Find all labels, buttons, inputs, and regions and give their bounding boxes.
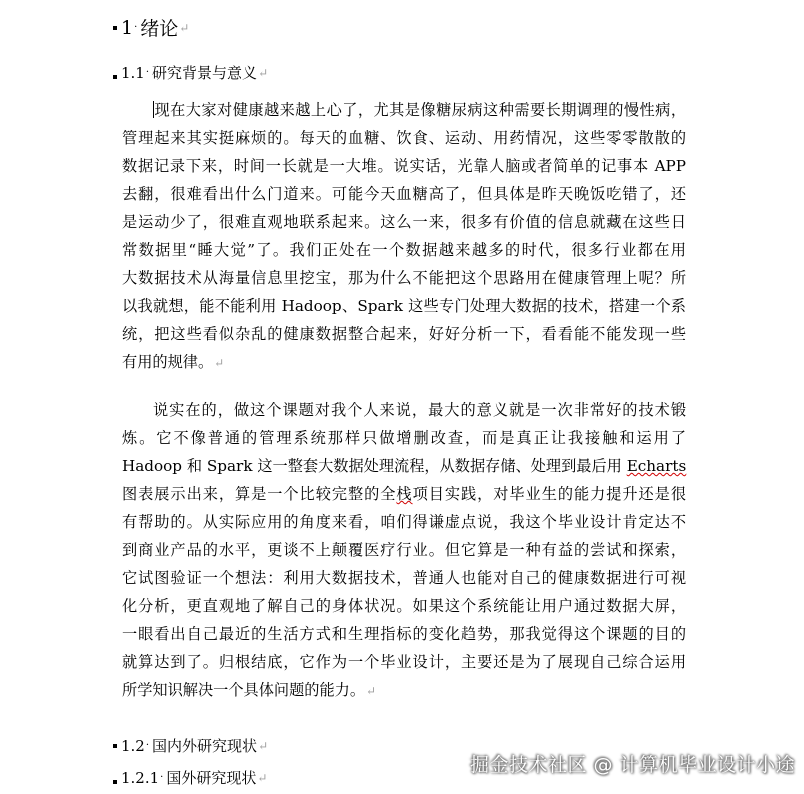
heading-bullet-icon bbox=[113, 75, 117, 79]
text-line: 到商业产品的水平，更谈不上颠覆医疗行业。但它算是一种有益的尝试和探索， bbox=[122, 541, 686, 559]
text-line: 现在大家对健康越来越上心了，尤其是像糖尿病这种需要长期调理的慢性病， bbox=[154, 101, 686, 119]
text-line: 它试图验证一个想法：利用大数据技术，普通人也能对自己的健康数据进行可视 bbox=[122, 569, 686, 587]
heading-number: 1.2 bbox=[121, 736, 145, 755]
text-line: 就算达到了。归根结底，它作为一个毕业设计，主要还是为了展现自己综合运用 bbox=[122, 653, 686, 671]
paragraph-significance[interactable] bbox=[122, 396, 686, 704]
heading-bullet-icon bbox=[113, 26, 117, 30]
space-mark: · bbox=[160, 772, 164, 783]
text-line: 是运动少了，很难直观地联系起来。这么一来，很多有价值的信息就藏在这些日 bbox=[122, 213, 686, 231]
spellcheck-error: 栈 bbox=[396, 485, 413, 503]
text-line: Hadoop 和 Spark 这一整套大数据处理流程，从数据存储、处理到最后用 Echarts bbox=[122, 457, 687, 475]
heading-title: 国内外研究现状 bbox=[152, 737, 258, 755]
heading-number: 1.2.1 bbox=[121, 768, 160, 787]
paragraph-mark-icon: ↵ bbox=[214, 356, 225, 370]
heading-number: 1 bbox=[121, 16, 134, 39]
text-line: 以我就想，能不能利用 Hadoop、Spark 这些专门处理大数据的技术，搭建一个系 bbox=[122, 297, 686, 315]
text-line: 常数据里“睡大觉”了。我们正处在一个数据越来越多的时代，很多行业都在用 bbox=[122, 241, 686, 259]
paragraph-mark-icon: ↵ bbox=[366, 684, 377, 698]
text-line: 统，把这些看似杂乱的健康数据整合起来，好好分析一下，看看能不能发现一些 bbox=[122, 325, 686, 343]
text-line: 一眼看出自己最近的生活方式和生理指标的变化趋势，那我觉得这个课题的目的 bbox=[122, 625, 686, 643]
paragraph-mark-icon: ↵ bbox=[258, 65, 269, 80]
paragraph-mark-icon: ↵ bbox=[179, 20, 190, 35]
heading-1-1-background[interactable] bbox=[113, 62, 268, 83]
heading-title: 国外研究现状 bbox=[166, 769, 257, 787]
space-mark: · bbox=[134, 22, 138, 33]
paragraph-background[interactable] bbox=[122, 96, 686, 376]
text-line: 有帮助的。从实际应用的角度来看，咱们得谦虚点说，我这个毕业设计肯定达不 bbox=[122, 513, 686, 531]
text-line: 大数据技术从海量信息里挖宝，那为什么不能把这个思路用在健康管理上呢？所 bbox=[122, 269, 686, 287]
text-line: 化分析，更直观地了解自己的身体状况。如果这个系统能让用户通过数据大屏， bbox=[122, 597, 686, 615]
text-line: 说实在的，做这个课题对我个人来说，最大的意义就是一次非常好的技术锻 bbox=[153, 401, 686, 419]
text-line: 炼。它不像普通的管理系统那样只做增删改查，而是真正让我接触和运用了 bbox=[122, 429, 686, 447]
watermark-text: 掘金技术社区 @ 计算机毕业设计小途 bbox=[470, 754, 796, 776]
spellcheck-error: Echarts bbox=[626, 457, 687, 475]
heading-1-2-1-foreign-research[interactable] bbox=[113, 767, 267, 788]
heading-title: 研究背景与意义 bbox=[152, 64, 258, 82]
text-line: 图表展示出来，算是一个比较完整的全栈项目实践，对毕业生的能力提升还是很 bbox=[122, 485, 687, 503]
heading-bullet-icon bbox=[113, 744, 117, 748]
paragraph-mark-icon: ↵ bbox=[257, 770, 268, 785]
space-mark: · bbox=[145, 740, 150, 751]
heading-title: 绪论 bbox=[140, 18, 179, 40]
heading-1-2-research-status[interactable] bbox=[113, 735, 268, 756]
space-mark: · bbox=[145, 67, 150, 78]
heading-1-introduction[interactable] bbox=[113, 14, 189, 41]
text-line: 数据记录下来，时间一长就是一大堆。说实话，光靠人脑或者简单的记事本 APP bbox=[122, 157, 686, 175]
text-line: 去翻，很难看出什么门道来。可能今天血糖高了，但具体是昨天晚饭吃错了，还 bbox=[122, 185, 686, 203]
text-line: 管理起来其实挺麻烦的。每天的血糖、饮食、运动、用药情况，这些零零散散的 bbox=[122, 129, 686, 147]
text-line: 有用的规律。↵ bbox=[122, 353, 225, 371]
heading-number: 1.1 bbox=[121, 63, 145, 82]
paragraph-mark-icon: ↵ bbox=[258, 738, 269, 753]
text-line: 所学知识解决一个具体问题的能力。↵ bbox=[122, 681, 377, 699]
heading-bullet-icon bbox=[113, 780, 117, 784]
